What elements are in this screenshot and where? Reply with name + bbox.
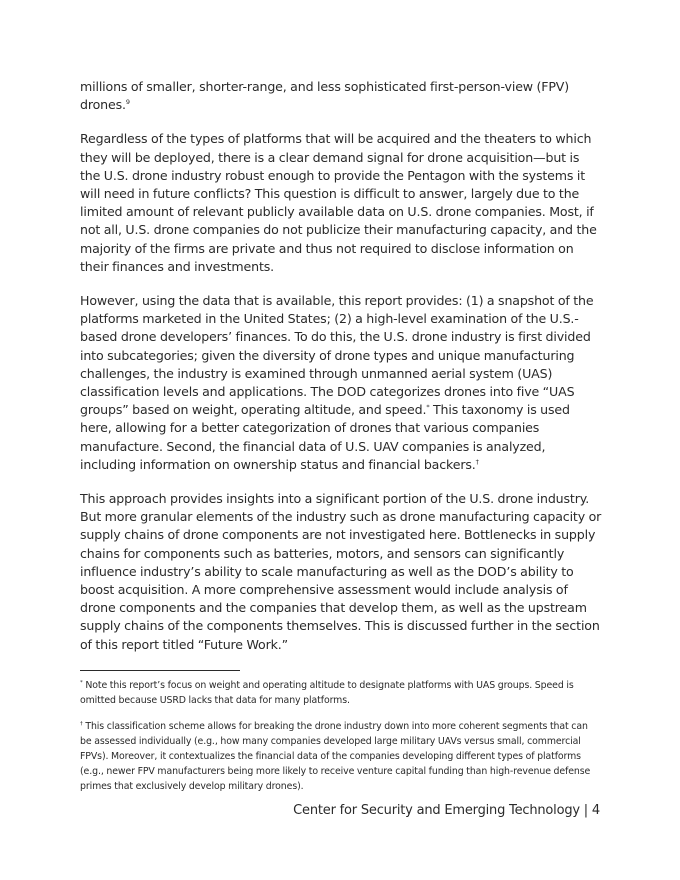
footnote-dagger [80, 719, 602, 794]
paragraph-demand-signal [80, 130, 602, 276]
footnote-mark: † [80, 720, 83, 727]
footnote-ref-9[interactable]: 9 [125, 98, 130, 107]
footnote-ref-asterisk[interactable]: * [426, 403, 430, 412]
footnote-text: This classification scheme allows for breaking the drone industry down into more coherent segments that can be assessed individually (e.g., how many companies developed large military UAVs versus small, commercial FPVs). Moreover, it contextualizes the financial data of the companies developing different types of platforms (e.g., newer FPV manufacturers being more likely to receive venture capital funding than high-revenue defense primes that exclusively develop military drones). [80, 720, 591, 792]
footnote-asterisk [80, 678, 602, 708]
page-footer: Center for Security and Emerging Technology | 4 [293, 803, 600, 818]
footnote-text: Note this report’s focus on weight and operating altitude to designate platforms with UAS groups. Speed is omitted because USRD lacks that data for many platforms. [80, 679, 574, 706]
paragraph-text: This taxonomy is used here, allowing for a better categorization of drones that various companies manufacture. Second, the financial data of U.S. UAV companies is analyzed, including information on ownership status and financial backers. [80, 402, 570, 472]
document-body [80, 78, 602, 805]
paragraph-approach [80, 490, 602, 654]
paragraph-report-scope [80, 292, 602, 474]
paragraph-fpv-drones [80, 78, 602, 114]
paragraph-text: Regardless of the types of platforms that will be acquired and the theaters to which they will be deployed, there is a clear demand signal for drone acquisition—but is the U.S. drone industry robust enough to provide the Pentagon with the systems it will need in future conflicts? This question is difficult to answer, largely due to the limited amount of relevant publicly available data on U.S. drone companies. Most, if not all, U.S. drone companies do not publicize their manufacturing capacity, and the majority of the firms are private and thus not required to disclose information on their finances and investments. [80, 131, 597, 274]
footnote-ref-dagger[interactable]: † [475, 457, 479, 466]
footnote-divider [80, 670, 240, 671]
paragraph-text: However, using the data that is available, this report provides: (1) a snapshot of the platforms marketed in the United States; (2) a high-level examination of the U.S.-based drone developers’ finances. To do this, the U.S. drone industry is first divided into subcategories; given the diversity of drone types and unique manufacturing challenges, the industry is examined through unmanned aerial system (UAS) classification levels and applications. The DOD categorizes drones into five “UAS groups” based on weight, operating altitude, and speed. [80, 293, 594, 418]
paragraph-text: This approach provides insights into a significant portion of the U.S. drone industry. But more granular elements of the industry such as drone manufacturing capacity or supply chains of drone components are not investigated here. Bottlenecks in supply chains for components such as batteries, motors, and sensors can significantly influence industry’s ability to scale manufacturing as well as the DOD’s ability to boost acquisition. A more comprehensive assessment would include analysis of drone components and the companies that develop them, as well as the upstream supply chains of the components themselves. This is discussed further in the section of this report titled “Future Work.” [80, 491, 602, 652]
paragraph-text: millions of smaller, shorter-range, and less sophisticated first-person-view (FPV) drones. [80, 79, 570, 113]
footnote-mark: * [80, 679, 83, 686]
